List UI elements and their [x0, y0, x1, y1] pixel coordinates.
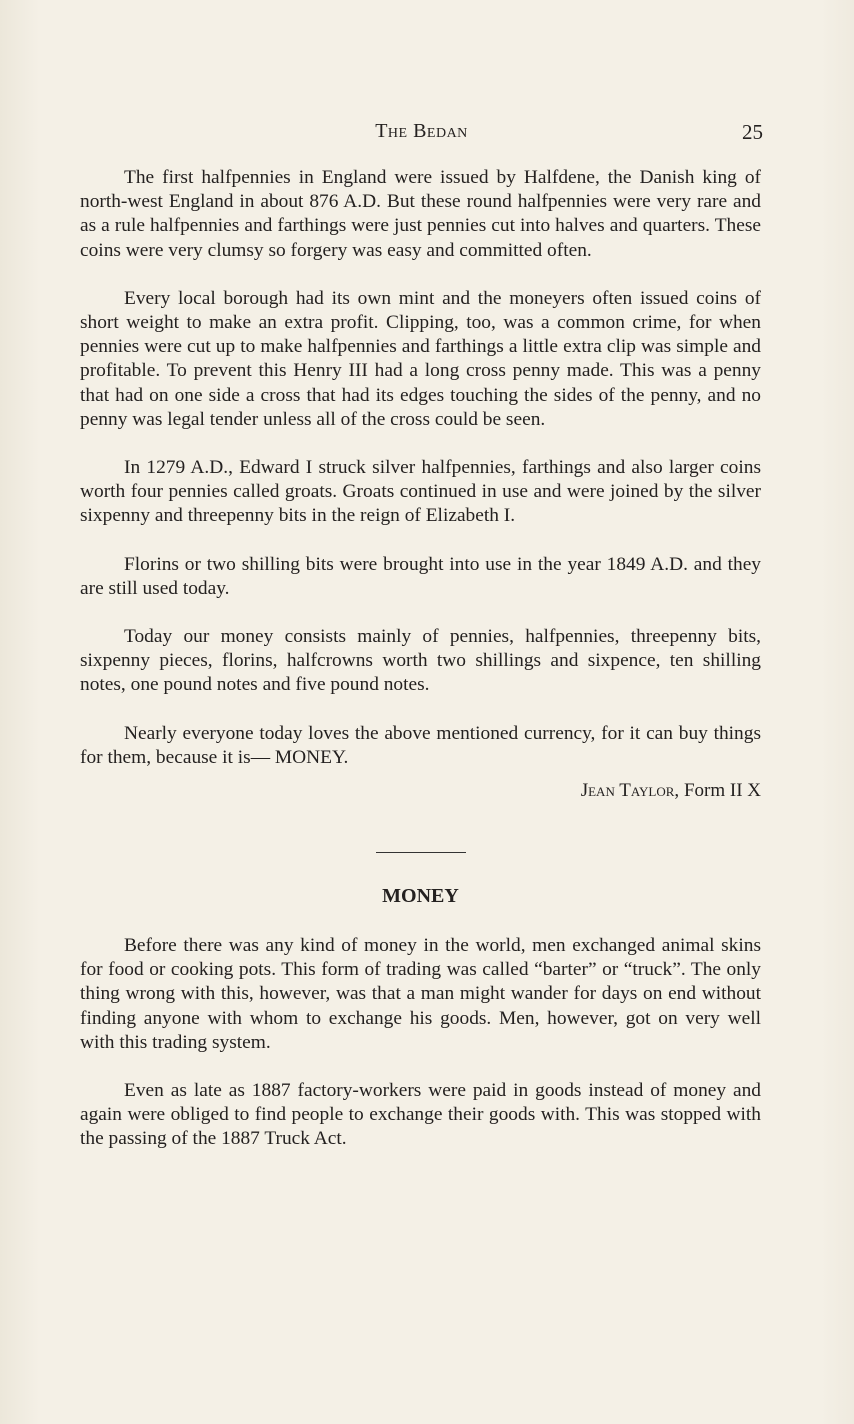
section-title: MONEY [382, 885, 459, 908]
page-body [80, 166, 761, 1152]
author-form: Form II X [683, 780, 761, 802]
paragraph: The first halfpennies in England were issued by Halfdene, the Danish king of north-west England in about 876 A.D. But these round halfpennies were very rare and as a rule halfpennies and farthings were just pennies cut into halves and quarters. These coins were very clumsy so forgery was easy and committed often. [80, 167, 761, 261]
paragraph: Before there was any kind of money in the world, men exchanged animal skins for food or cooking pots. This form of trading was called “barter” or “truck”. The only thing wrong with this, however, was that a man might wander for days on end without finding anyone with whom to exchange his goods. Men, however, got on very well with this trading system. [80, 935, 761, 1053]
paragraph: Every local borough had its own mint and the moneyers often issued coins of short weight to make an extra profit. Clipping, too, was a common crime, for when pennies were cut up to make halfpennies and farthings a little extra clip was simple and profitable. To prevent this Henry III had a long cross penny made. This was a penny that had on one side a cross that had its edges touching the sides of the penny, and no penny was legal tender unless all of the cross could be seen. [80, 287, 761, 430]
paragraph: Even as late as 1887 factory-workers were paid in goods instead of money and again were obliged to find people to exchange their goods with. This was stopped with the passing of the 1887 Truck Act. [80, 1080, 761, 1150]
paragraph: In 1279 A.D., Edward I struck silver halfpennies, farthings and also larger coins worth four pennies called groats. Groats continued in use and were joined by the silver sixpenny and threepenny bits in the reign of Elizabeth I. [80, 457, 761, 527]
section-divider [376, 852, 466, 853]
page-header [80, 120, 763, 150]
paragraph: Today our money consists mainly of pennies, halfpennies, threepenny bits, sixpenny pieces, florins, halfcrowns worth two shillings and sixpence, ten shilling notes, one pound notes and five pound notes. [80, 626, 761, 696]
page-number: 25 [742, 120, 763, 144]
author-name: Jean Taylor, [580, 780, 680, 802]
running-head: The Bedan [375, 120, 468, 142]
author-signature [80, 780, 761, 802]
paragraph: Nearly everyone today loves the above mentioned currency, for it can buy things for them, because it is— MONEY. [80, 722, 761, 768]
paragraph: Florins or two shilling bits were brought into use in the year 1849 A.D. and they are still used today. [80, 553, 761, 599]
